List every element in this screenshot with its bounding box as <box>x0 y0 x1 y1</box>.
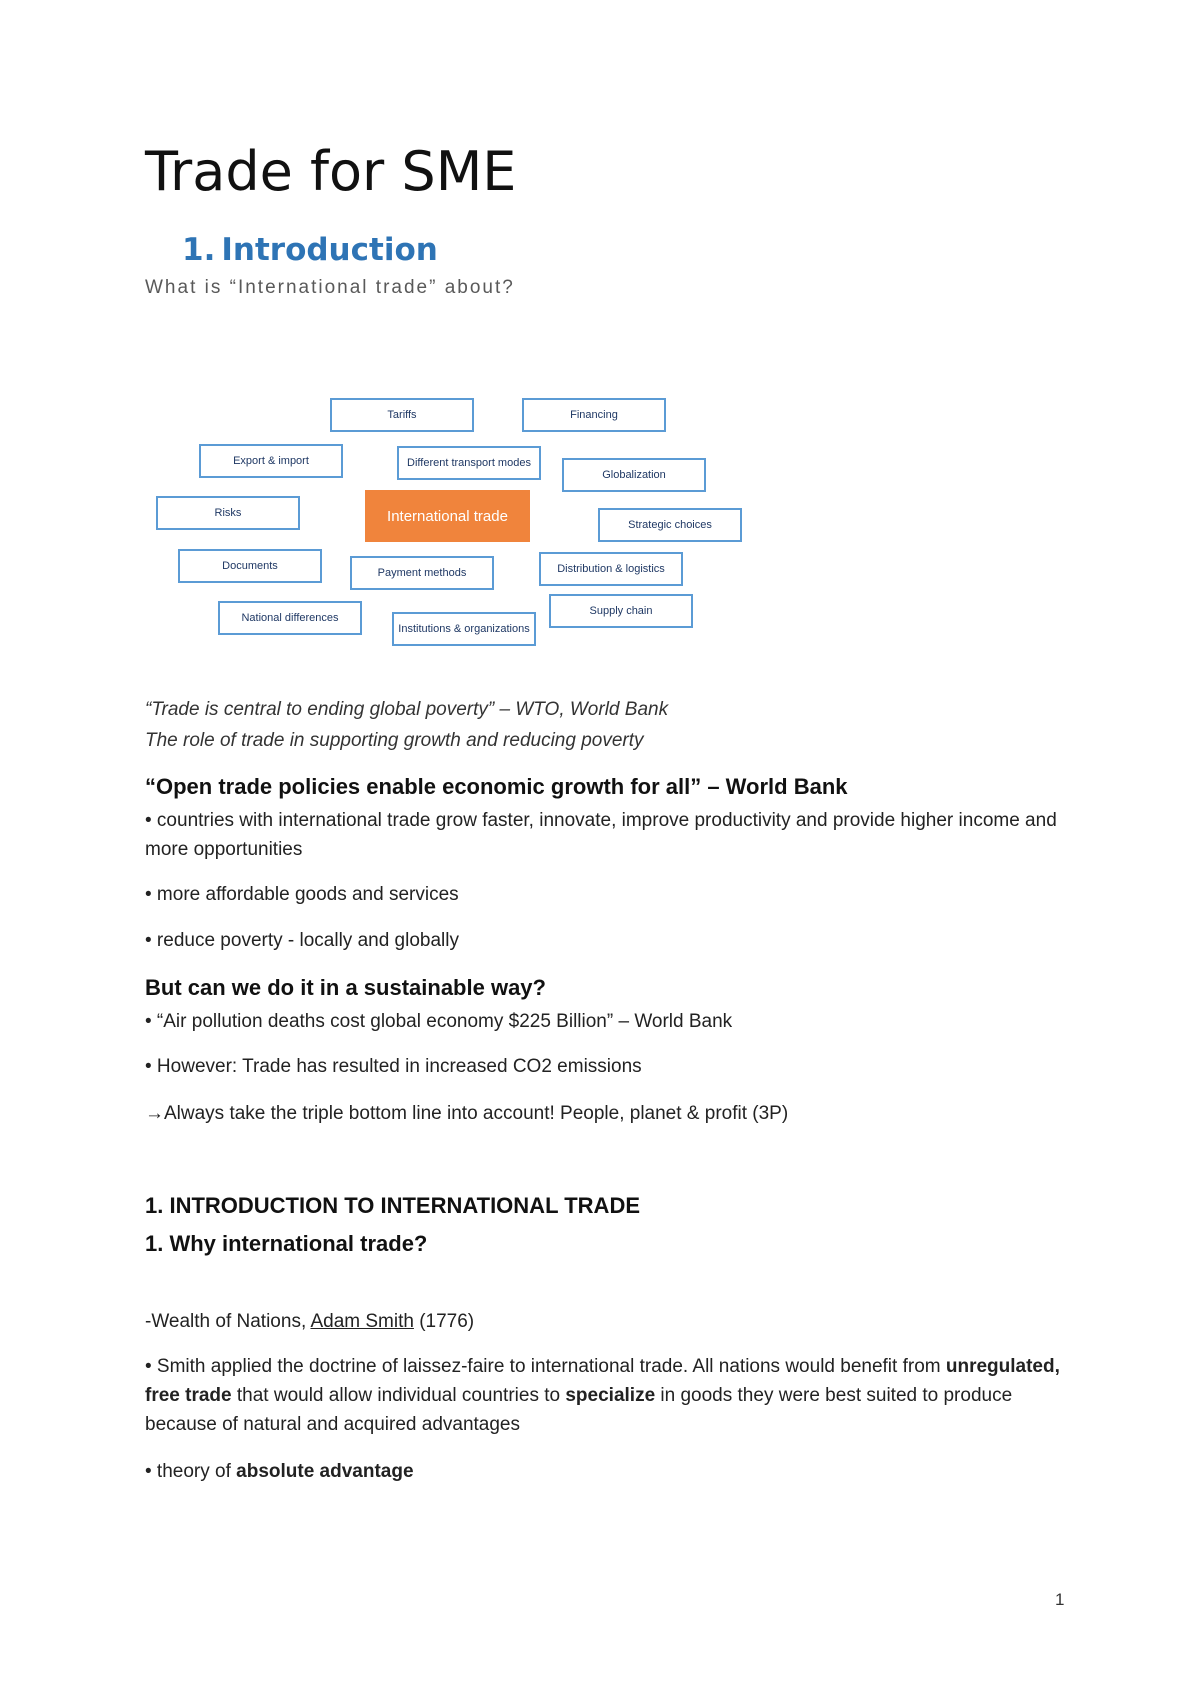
node-transport-modes: Different transport modes <box>397 446 541 480</box>
node-tariffs: Tariffs <box>330 398 474 432</box>
quote-role-of-trade: The role of trade in supporting growth and reducing poverty <box>145 730 644 751</box>
sustainable-heading: But can we do it in a sustainable way? <box>145 975 546 1000</box>
smith-bold-unregulated: unregulated <box>945 1356 1055 1377</box>
wealth-suffix: (1776) <box>413 1311 475 1332</box>
node-globalization: Globalization <box>562 458 706 492</box>
sustainable-bullet-1: • “Air pollution deaths cost global economy $225 Billion” – World Bank <box>145 1011 733 1032</box>
adam-smith-link[interactable]: Adam Smith <box>310 1311 414 1332</box>
sustainable-bullet-3: →Always take the triple bottom line into account! People, planet & profit (3P) <box>145 1103 789 1124</box>
smith-text-3: that would allow individual countries to <box>231 1385 566 1406</box>
quote-wto: “Trade is central to ending global poverty” – WTO, World Bank <box>145 699 669 720</box>
intro-subtitle: What is “International trade” about? <box>145 277 515 298</box>
open-trade-bullet-1: • countries with international trade grow faster, innovate, improve productivity and provide higher income and more opportunities <box>145 810 1057 860</box>
node-national-differences: National differences <box>218 601 362 635</box>
section-heading-intro-trade: 1. INTRODUCTION TO INTERNATIONAL TRADE <box>145 1193 640 1218</box>
node-financing: Financing <box>522 398 666 432</box>
intro-heading <box>182 232 438 268</box>
document-title: Trade for SME <box>145 140 517 203</box>
absolute-prefix: • theory of <box>145 1461 237 1482</box>
node-institutions: Institutions & organizations <box>392 612 536 646</box>
smith-bold-free-trade: free trade <box>145 1385 232 1406</box>
smith-comma: , <box>1054 1356 1060 1377</box>
smith-text-1: • Smith applied the doctrine of laissez-faire to international trade. All nations would benefit from <box>145 1356 946 1377</box>
open-trade-bullet-3: • reduce poverty - locally and globally <box>145 930 459 951</box>
absolute-advantage-bold: absolute advantage <box>236 1461 414 1482</box>
open-trade-bullet-2: • more affordable goods and services <box>145 884 459 905</box>
node-risks: Risks <box>156 496 300 530</box>
intro-heading-number: 1. <box>182 232 216 268</box>
node-supply-chain: Supply chain <box>549 594 693 628</box>
node-international-trade: International trade <box>365 490 530 542</box>
wealth-of-nations-line <box>145 1307 1065 1336</box>
node-export-import: Export & import <box>199 444 343 478</box>
trade-topics-diagram <box>150 392 750 652</box>
smith-text-4: in goods they were best suited to produce because of natural and acquired advantages <box>145 1385 1013 1435</box>
subsection-heading-why-trade: 1. Why international trade? <box>145 1231 428 1256</box>
node-documents: Documents <box>178 549 322 583</box>
wealth-prefix: -Wealth of Nations, <box>145 1311 311 1332</box>
sustainable-bullet-2: • However: Trade has resulted in increased CO2 emissions <box>145 1056 642 1077</box>
node-distribution-logistics: Distribution & logistics <box>539 552 683 586</box>
intro-heading-text: Introduction <box>221 232 438 268</box>
smith-bold-specialize: specialize <box>565 1385 656 1406</box>
open-trade-heading: “Open trade policies enable economic growth for all” – World Bank <box>145 774 848 799</box>
node-strategic-choices: Strategic choices <box>598 508 742 542</box>
node-payment-methods: Payment methods <box>350 556 494 590</box>
absolute-advantage-bullet <box>145 1457 1065 1486</box>
smith-paragraph <box>145 1352 1065 1439</box>
page-number: 1 <box>1055 1590 1065 1609</box>
